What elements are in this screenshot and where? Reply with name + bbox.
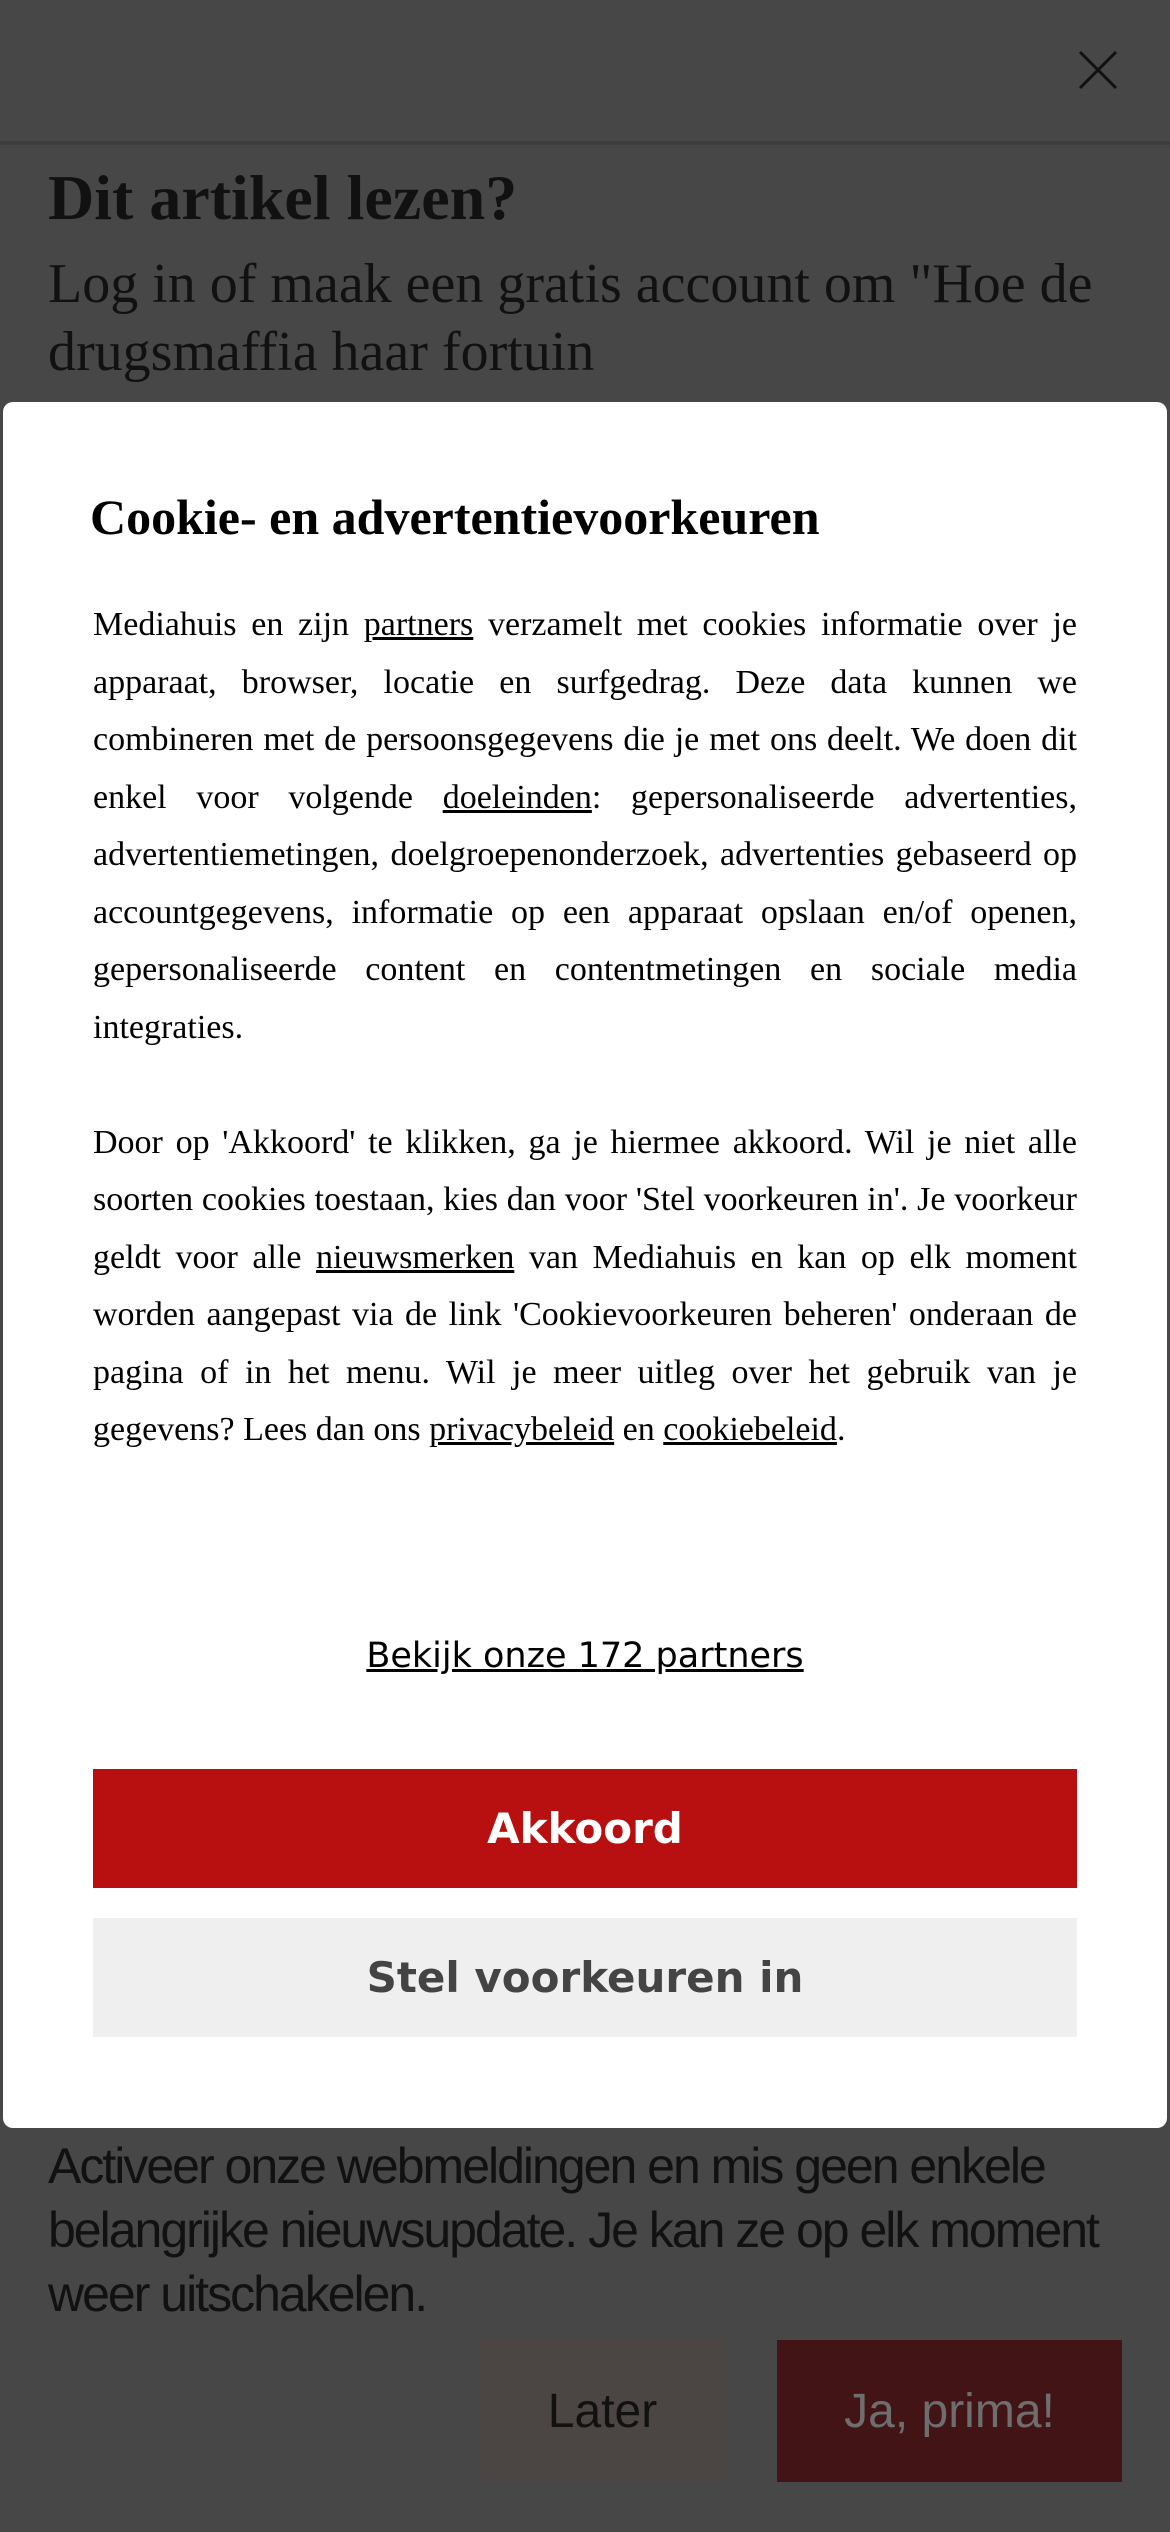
push-notification-text: Activeer onze webmeldingen en mis geen enkele belangrijke nieuwsupdate. Je kan ze op elk moment weer uitschakelen. <box>48 2138 1098 2322</box>
accept-notifications-button[interactable]: Ja, prima! <box>777 2340 1122 2482</box>
cookie-paragraph-1 <box>93 596 1077 1056</box>
close-icon[interactable] <box>1078 50 1118 90</box>
article-subtitle: Log in of maak een gratis account om "Hoe de drugsmaffia haar fortuin <box>48 253 1093 383</box>
accept-button[interactable]: Akkoord <box>93 1769 1077 1888</box>
view-partners-link[interactable]: Bekijk onze 172 partners <box>366 1636 804 1676</box>
text: Mediahuis en zijn <box>93 606 364 643</box>
text: : gepersonaliseerde advertenties, advertentiemetingen, doelgroepenonderzoek, advertenties gebaseerd op accountgegevens, informatie op een apparaat opslaan en/of openen, gepersonaliseerde content en contentmetingen en sociale media integraties. <box>93 778 1078 1046</box>
text: en <box>614 1411 664 1448</box>
partners-link[interactable]: partners <box>363 606 474 643</box>
text: Door op 'Akkoord' te klikken, ga je hiermee akkoord. Wil je niet alle soorten cookies toestaan, kies dan voor 'Stel voorkeuren in'. Je voorkeur geldt voor alle <box>93 1123 1077 1276</box>
text: van Mediahuis en kan op elk moment worden aangepast via de link 'Cookievoorkeuren beheren' onderaan de pagina of in het menu. Wil je meer uitleg over het gebruik van je gegevens? Lees dan ons <box>93 1238 1077 1448</box>
cookie-policy-link[interactable]: cookiebeleid <box>663 1411 837 1448</box>
cookie-paragraph-2 <box>93 1114 1077 1459</box>
later-button[interactable]: Later <box>480 2340 725 2482</box>
header <box>0 0 1170 145</box>
purposes-link[interactable]: doeleinden <box>442 778 592 816</box>
article-title: Dit artikel lezen? <box>48 162 518 233</box>
set-preferences-button[interactable]: Stel voorkeuren in <box>93 1918 1077 2037</box>
text: verzamelt met cookies informatie over je apparaat, browser, locatie en surfgedrag. Deze data kunnen we combineren met de persoonsgegevens die je met ons deelt. We doen dit enkel voor volgende <box>93 606 1077 816</box>
cookie-dialog-body <box>93 596 1077 1516</box>
cookie-dialog-title: Cookie- en advertentievoorkeuren <box>90 489 820 545</box>
privacy-policy-link[interactable]: privacybeleid <box>429 1411 615 1448</box>
text: . <box>836 1411 846 1448</box>
news-brands-link[interactable]: nieuwsmerken <box>316 1238 515 1276</box>
